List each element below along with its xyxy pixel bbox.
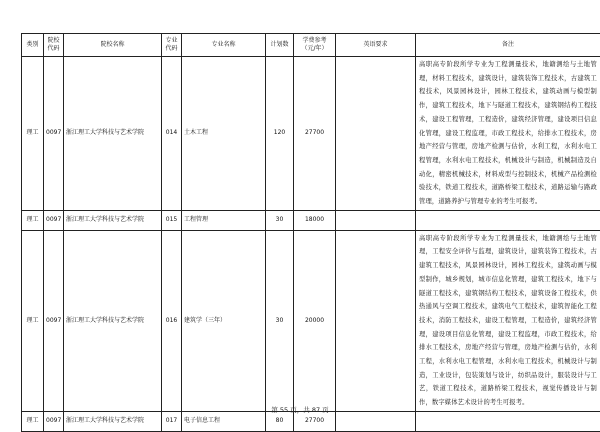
cell-plan-count: 30 bbox=[266, 230, 294, 411]
header-plan-count: 计划数 bbox=[266, 34, 294, 57]
cell-plan-count: 30 bbox=[266, 210, 294, 230]
table-row bbox=[22, 411, 600, 431]
header-major-name: 专业名称 bbox=[182, 34, 266, 57]
table-row bbox=[22, 210, 600, 230]
cell-tuition: 20000 bbox=[294, 230, 336, 411]
cell-major-code: 015 bbox=[162, 210, 182, 230]
header-notes: 备注 bbox=[416, 34, 600, 57]
cell-english-req bbox=[336, 230, 416, 411]
header-row bbox=[22, 34, 600, 57]
cell-school-code: 0097 bbox=[44, 57, 64, 211]
cell-school-name: 浙江理工大学科技与艺术学院 bbox=[64, 230, 162, 411]
cell-tuition: 27700 bbox=[294, 57, 336, 211]
cell-tuition: 18000 bbox=[294, 210, 336, 230]
cell-major-name: 工程管理 bbox=[182, 210, 266, 230]
cell-plan-count: 120 bbox=[266, 57, 294, 211]
cell-english-req bbox=[336, 57, 416, 211]
cell-category: 理工 bbox=[22, 57, 44, 211]
cell-major-name: 电子信息工程 bbox=[182, 411, 266, 431]
header-category: 类别 bbox=[22, 34, 44, 57]
cell-school-code: 0097 bbox=[44, 210, 64, 230]
cell-school-name: 浙江理工大学科技与艺术学院 bbox=[64, 57, 162, 211]
admissions-table bbox=[21, 33, 600, 432]
cell-major-name: 土木工程 bbox=[182, 57, 266, 211]
cell-category: 理工 bbox=[22, 210, 44, 230]
cell-school-code: 0097 bbox=[44, 230, 64, 411]
header-english-req: 英语要求 bbox=[336, 34, 416, 57]
header-school-name: 院校名称 bbox=[64, 34, 162, 57]
cell-plan-count: 80 bbox=[266, 411, 294, 431]
table-row bbox=[22, 230, 600, 411]
cell-notes: 高职高专阶段所学专业为工程测量技术，地籍测绘与土地管理，材料工程技术，建筑设计，建筑装饰工程技术，古建筑工程技术，风景园林设计，园林工程技术，建筑动画与模型制作，建筑工程技术，地下与隧道工程技术，建筑钢结构工程技术，建设工程管理，工程造价，建筑经济管理，建设项目信息化管理，建设工程监理，市政工程技术，给排水工程技术，房地产经营与管理，房地产检测与估价，水利工程，水利水电工程管理，水利水电工程技术，机械设计与制造，机械制造及自动化，精密机械技术，材料成型与控制技术，机械产品检测检验技术，铁道工程技术，道路桥梁工程技术，道路运输与路政管理，道路养护与管理专业的考生可报考。 bbox=[416, 57, 600, 211]
header-major-code: 专业代码 bbox=[162, 34, 182, 57]
cell-school-name: 浙江理工大学科技与艺术学院 bbox=[64, 210, 162, 230]
table-row bbox=[22, 57, 600, 211]
cell-major-code: 017 bbox=[162, 411, 182, 431]
cell-major-code: 016 bbox=[162, 230, 182, 411]
page-footer: 第 55 页，共 87 页 bbox=[0, 405, 600, 414]
cell-school-name: 浙江理工大学科技与艺术学院 bbox=[64, 411, 162, 431]
cell-category: 理工 bbox=[22, 230, 44, 411]
cell-category: 理工 bbox=[22, 411, 44, 431]
header-school-code: 院校代码 bbox=[44, 34, 64, 57]
cell-tuition: 27700 bbox=[294, 411, 336, 431]
cell-notes bbox=[416, 411, 600, 431]
header-tuition: 学费参考（元/年） bbox=[294, 34, 336, 57]
cell-notes bbox=[416, 210, 600, 230]
cell-english-req bbox=[336, 210, 416, 230]
cell-notes: 高职高专阶段所学专业为工程测量技术，地籍测绘与土地管理，工程安全评价与监理，建筑设计，建筑装饰工程技术，古建筑工程技术，风景园林设计，园林工程技术，建筑动画与模型制作，城乡规划，城市信息化管理，建筑工程技术，地下与隧道工程技术，建筑钢结构工程技术，建筑设备工程技术，供热通风与空调工程技术，建筑电气工程技术，建筑智能化工程技术，消防工程技术，建设工程管理，工程造价，建筑经济管理，建设项目信息化管理，建设工程监理，市政工程技术，给排水工程技术，房地产经营与管理，房地产检测与估价，水利工程，水利水电工程管理，水利水电工程技术，机械设计与制造，工业设计，包装策划与设计，纺织品设计，服装设计与工艺，铁道工程技术，道路桥梁工程技术，视觉传播设计与制作，数字媒体艺术设计的考生可报考。 bbox=[416, 230, 600, 411]
cell-major-code: 014 bbox=[162, 57, 182, 211]
cell-english-req bbox=[336, 411, 416, 431]
cell-school-code: 0097 bbox=[44, 411, 64, 431]
cell-major-name: 建筑学（三年） bbox=[182, 230, 266, 411]
